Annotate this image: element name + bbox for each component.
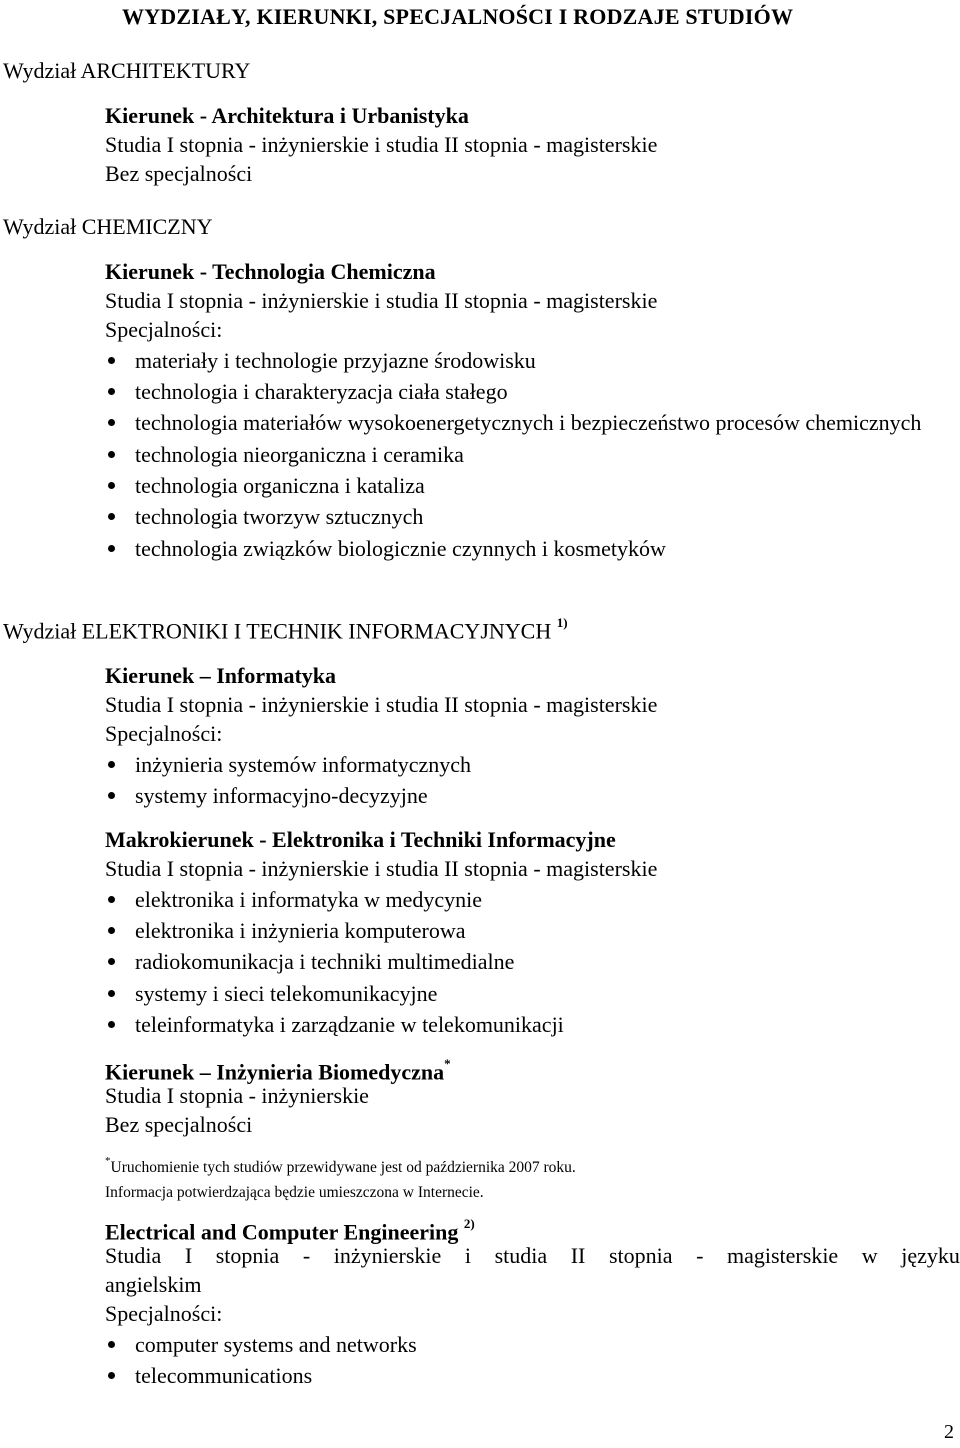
study-level: Studia I stopnia - inżynierskie i studia II stopnia - magisterskie <box>105 692 658 717</box>
specialization-note: Bez specjalności <box>105 161 253 186</box>
list-item: technologia związków biologicznie czynnych i kosmetyków <box>105 534 960 563</box>
section-biomedyczna <box>105 1052 960 1139</box>
word: języku <box>901 1243 960 1268</box>
list-item: telecommunications <box>105 1361 960 1390</box>
word: Studia <box>105 1243 162 1268</box>
field-name <box>105 1052 960 1085</box>
footnote-line: Informacja potwierdzająca będzie umieszczona w Internecie. <box>105 1184 484 1202</box>
study-level: Studia I stopnia - inżynierskie i studia II stopnia - magisterskie <box>105 856 658 881</box>
list-item: technologia i charakteryzacja ciała stałego <box>105 377 960 406</box>
study-level <box>105 1241 960 1270</box>
section-architektura <box>105 101 960 188</box>
word: stopnia <box>215 1243 280 1268</box>
field-name: Kierunek - Technologia Chemiczna <box>105 259 436 284</box>
page-number: 2 <box>944 1421 954 1443</box>
word: w <box>861 1243 878 1268</box>
specializations-list <box>105 750 960 810</box>
list-item: radiokomunikacja i techniki multimedialne <box>105 947 960 976</box>
faculty-heading-chemiczny: Wydział CHEMICZNY <box>3 214 213 239</box>
study-level: Studia I stopnia - inżynierskie i studia II stopnia - magisterskie <box>105 132 658 157</box>
list-item: teleinformatyka i zarządzanie w telekomunikacji <box>105 1010 960 1039</box>
field-name-text: Kierunek – Inżynieria Biomedyczna <box>105 1059 445 1085</box>
list-item: computer systems and networks <box>105 1330 960 1359</box>
list-item: technologia tworzyw sztucznych <box>105 502 960 531</box>
word: II <box>570 1243 586 1268</box>
list-item: materiały i technologie przyjazne środowisku <box>105 346 960 375</box>
list-item: technologia nieorganiczna i ceramika <box>105 440 960 469</box>
study-level: Studia I stopnia - inżynierskie i studia II stopnia - magisterskie <box>105 288 658 313</box>
specializations-list <box>105 346 960 563</box>
footnote-marker: 2) <box>463 1216 475 1231</box>
footnote-marker: * <box>105 1155 111 1167</box>
list-item: inżynieria systemów informatycznych <box>105 750 960 779</box>
footnote-marker: 1) <box>556 615 568 630</box>
study-level: Studia I stopnia - inżynierskie <box>105 1083 369 1108</box>
word: studia <box>494 1243 548 1268</box>
word: stopnia <box>608 1243 673 1268</box>
field-name-text: Electrical and Computer Engineering <box>105 1219 459 1245</box>
footnote-marker: * <box>444 1056 451 1071</box>
specializations-label: Specjalności: <box>105 1301 223 1326</box>
footnote-line <box>105 1151 960 1180</box>
word: I <box>184 1243 193 1268</box>
faculty-heading-architektura: Wydział ARCHITEKTURY <box>3 58 251 83</box>
specialization-note: Bez specjalności <box>105 1112 253 1137</box>
list-item: elektronika i informatyka w medycynie <box>105 885 960 914</box>
field-name: Makrokierunek - Elektronika i Techniki Informacyjne <box>105 827 616 852</box>
word: magisterskie <box>727 1243 839 1268</box>
word: i <box>464 1243 471 1268</box>
faculty-heading-elektronika <box>3 615 568 644</box>
specializations-list <box>105 1330 960 1390</box>
specializations-label: Specjalności: <box>105 721 223 746</box>
footnote-text: Uruchomienie tych studiów przewidywane jest od października 2007 roku. <box>110 1159 576 1177</box>
specializations-label: Specjalności: <box>105 317 223 342</box>
field-name: Kierunek – Informatyka <box>105 663 336 688</box>
specializations-list <box>105 885 960 1039</box>
field-name <box>105 1212 960 1245</box>
study-level-continued: angielskim <box>105 1272 202 1297</box>
word: - <box>302 1243 311 1268</box>
faculty-name: Wydział ELEKTRONIKI I TECHNIK INFORMACYJNYCH <box>3 618 552 644</box>
list-item: technologia organiczna i kataliza <box>105 471 960 500</box>
list-item: systemy i sieci telekomunikacyjne <box>105 979 960 1008</box>
field-name: Kierunek - Architektura i Urbanistyka <box>105 103 469 128</box>
footnote <box>105 1151 960 1205</box>
word: - <box>696 1243 704 1268</box>
section-makrokierunek <box>105 825 960 1041</box>
word: inżynierskie <box>333 1243 442 1268</box>
section-ece <box>105 1212 960 1392</box>
list-item: systemy informacyjno-decyzyjne <box>105 781 960 810</box>
page-title: WYDZIAŁY, KIERUNKI, SPECJALNOŚCI I RODZAJE STUDIÓW <box>122 4 794 29</box>
list-item: elektronika i inżynieria komputerowa <box>105 916 960 945</box>
list-item: technologia materiałów wysokoenergetycznych i bezpieczeństwo procesów chemicznych <box>105 408 925 438</box>
section-informatyka <box>105 661 960 812</box>
section-chemiczny <box>105 257 960 565</box>
